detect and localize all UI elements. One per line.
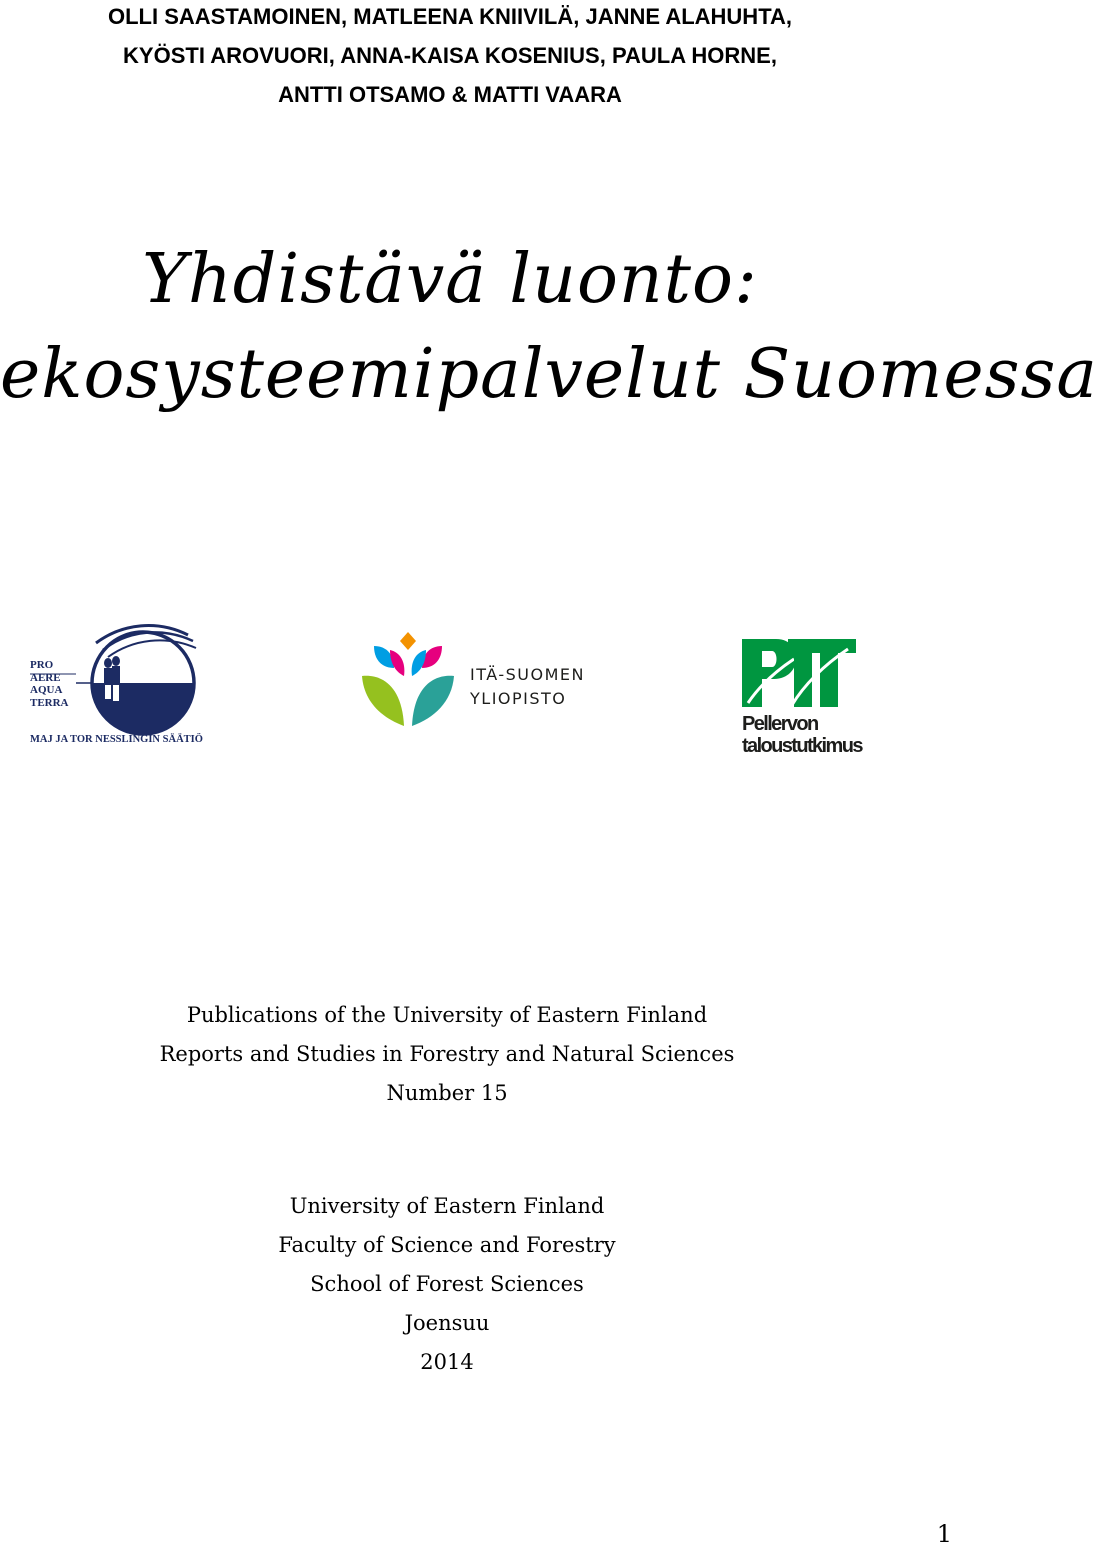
faculty-name: Faculty of Science and Forestry — [278, 1233, 616, 1257]
series-name: Publications of the University of Eastern Finland — [186, 1003, 708, 1027]
subseries-name: Reports and Studies in Forestry and Natural Sciences — [159, 1042, 735, 1066]
ptt-logo — [740, 635, 860, 765]
city-name: Joensuu — [404, 1311, 490, 1335]
title-line-2: ekosysteemipalvelut Suomessa — [0, 335, 1098, 414]
nessling-foundation-logo — [28, 615, 208, 750]
ptt-wordmark: Pellervon taloustutkimus — [742, 713, 862, 757]
publication-info — [0, 996, 894, 1113]
ptt-mark-icon — [740, 635, 858, 710]
uef-logo — [360, 628, 620, 733]
author-line-1: OLLI SAASTAMOINEN, MATLEENA KNIIVILÄ, JANNE ALAHUHTA, — [107, 4, 793, 29]
uef-wordmark: ITÄ-SUOMEN YLIOPISTO — [470, 665, 585, 708]
school-name: School of Forest Sciences — [310, 1272, 584, 1296]
author-list — [0, 0, 900, 114]
author-line-3: ANTTI OTSAMO & MATTI VAARA — [278, 82, 622, 107]
foundation-name: MAJ JA TOR NESSLINGIN SÄÄTIÖ — [30, 734, 203, 745]
author-line-2: KYÖSTI AROVUORI, ANNA-KAISA KOSENIUS, PAULA HORNE, — [123, 43, 777, 68]
university-name: University of Eastern Finland — [289, 1194, 605, 1218]
series-number: Number 15 — [386, 1081, 508, 1105]
institution-info — [0, 1187, 894, 1382]
uef-book-icon — [360, 628, 460, 733]
page-number: 1 — [936, 1520, 952, 1548]
pro-aere-words: PRO AERE AQUA TERRA — [30, 659, 69, 709]
title-line-1: Yhdistävä luonto: — [142, 240, 758, 319]
publication-year: 2014 — [420, 1350, 474, 1374]
